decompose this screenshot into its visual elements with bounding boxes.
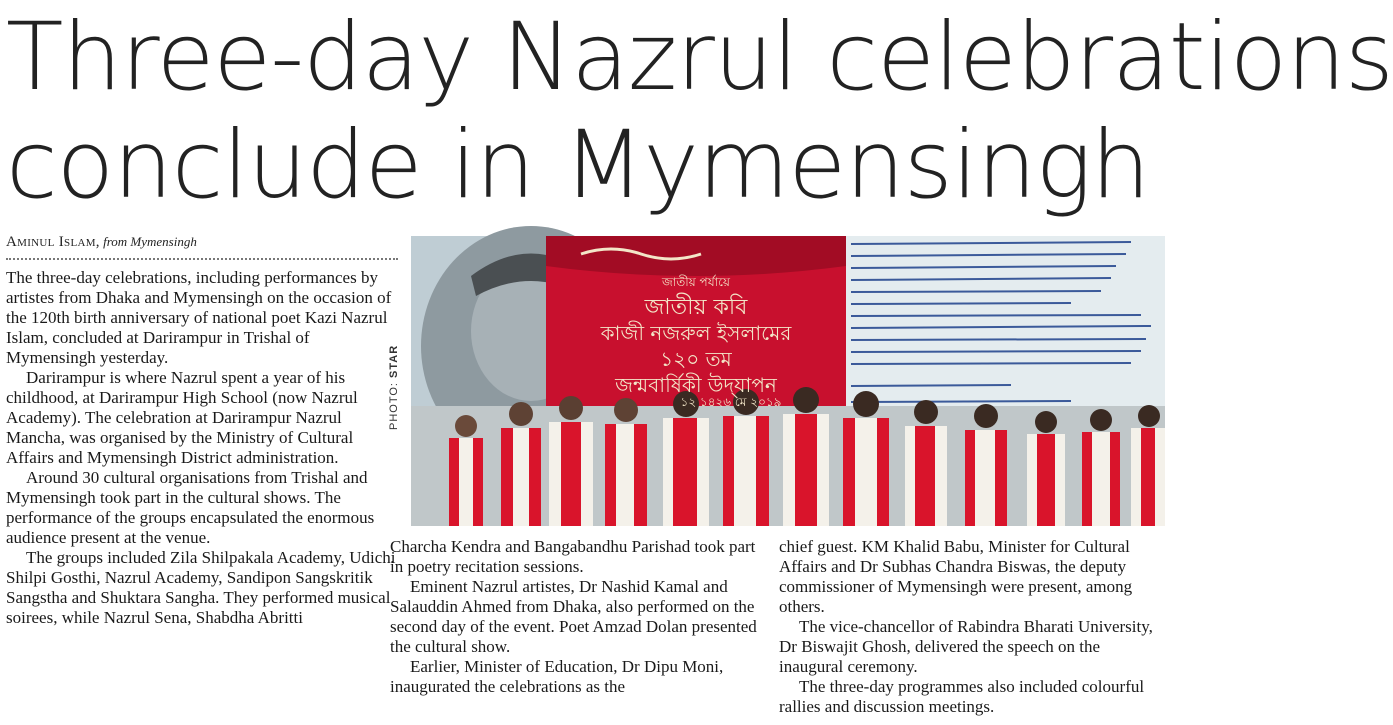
banner-text: জাতীয় কবি — [644, 295, 748, 320]
byline-location: from Mymensingh — [103, 234, 197, 249]
photo-credit-source: STAR — [388, 344, 400, 378]
article-paragraph: The groups included Zila Shilpakala Academy, Udichi Shilpi Gosthi, Nazrul Academy, Sandipon Sangskritik Sangstha and Shuktara Sangha. They performed musical soirees, while Nazrul Sena, Shabdha Abritti — [6, 548, 396, 627]
event-photo-illustration — [411, 236, 1165, 526]
banner-text: জাতীয় পর্যায়ে — [662, 275, 730, 289]
article-paragraph: Charcha Kendra and Bangabandhu Parishad took part in poetry recitation sessions. — [390, 537, 756, 576]
headline-line-2: conclude in Mymensingh — [6, 111, 1150, 220]
photo-credit-label: PHOTO: — [388, 382, 400, 430]
article-paragraph: Around 30 cultural organisations from Trishal and Mymensingh took part in the cultural shows. The performance of the groups encapsulated the enormous audience present at the venue. — [6, 468, 375, 547]
article-paragraph: chief guest. KM Khalid Babu, Minister for Cultural Affairs and Dr Subhas Chandra Biswas, the deputy commissioner of Mymensingh were present, among others. — [779, 537, 1133, 616]
article-paragraph: Eminent Nazrul artistes, Dr Nashid Kamal and Salauddin Ahmed from Dhaka, also performed on the second day of the event. Poet Amzad Dolan presented the cultural show. — [390, 577, 757, 656]
banner-text: কাজী নজরুল ইসলামের — [600, 321, 792, 345]
photo-credit — [388, 345, 400, 430]
banner-text: ১২০ তম — [660, 347, 732, 371]
article-paragraph: The three-day programmes also included colourful rallies and discussion meetings. — [779, 677, 1145, 716]
article-paragraph: The vice-chancellor of Rabindra Bharati University, Dr Biswajit Ghosh, delivered the speech on the inaugural ceremony. — [779, 617, 1153, 676]
performers — [411, 387, 1165, 526]
article-paragraph: Earlier, Minister of Education, Dr Dipu Moni, inaugurated the celebrations as the — [390, 657, 724, 696]
banner-text: জন্মবার্ষিকী উদ্‌যাপন — [615, 373, 777, 397]
article-paragraph: The three-day celebrations, including performances by artistes from Dhaka and Mymensingh on the occasion of the 120th birth anniversary of national poet Kazi Nazrul Islam, concluded at Darirampur in Trishal of Mymensingh yesterday. — [6, 268, 392, 367]
headline-line-1: Three-day Nazrul celebrations — [6, 3, 1393, 112]
article-column-3 — [779, 537, 1165, 717]
byline-author: Aminul Islam, — [6, 234, 100, 250]
article-column-1 — [6, 268, 402, 628]
article-paragraph: Darirampur is where Nazrul spent a year of his childhood, at Darirampur High School (now Nazrul Academy). The celebration at Darirampur Nazrul Mancha, was organised by the Ministry of Cultural Affairs and Mymensingh District administration. — [6, 368, 358, 467]
article-column-2 — [390, 537, 770, 697]
event-photo — [411, 236, 1165, 526]
byline — [6, 234, 398, 260]
headline — [6, 3, 1393, 220]
banner-text: ১২ ১৪২৬ মে ২০১৯ — [680, 395, 782, 409]
